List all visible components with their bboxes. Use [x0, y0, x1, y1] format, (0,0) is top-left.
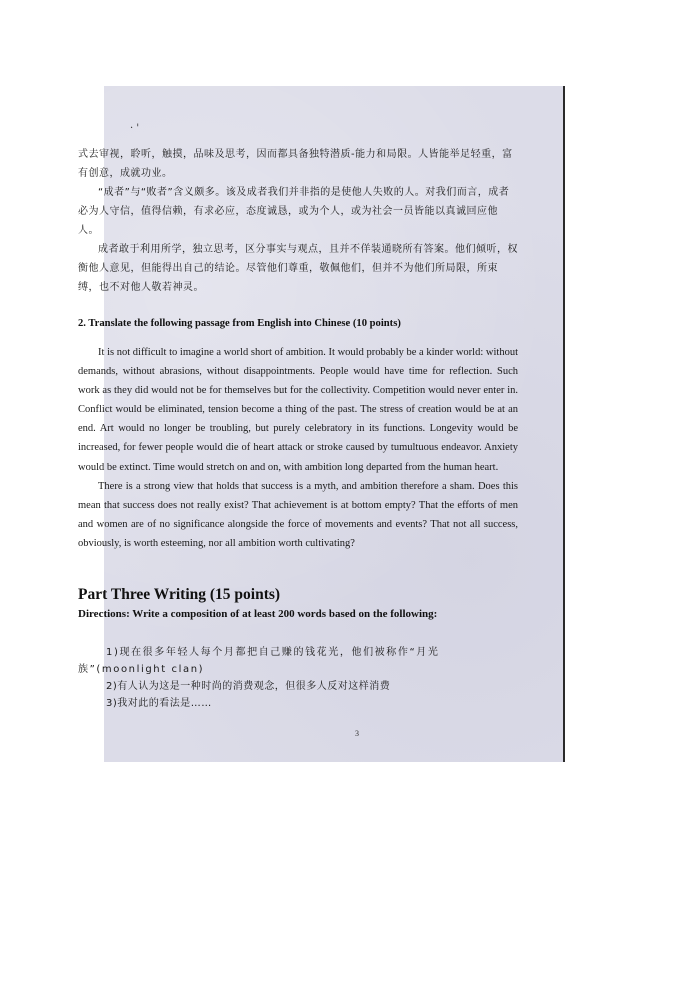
- en-paragraph-2: There is a strong view that holds that success is a myth, and ambition therefore a sham. Does this mean that success does not really exist? That achievement is at bottom empty? That the efforts of men and women are of no significance alongside the force of movements and events? That not all success, obviously, is worth esteeming, nor all ambition worth cultivating?: [78, 480, 518, 549]
- writing-prompts: [78, 644, 518, 712]
- page-number: 3: [355, 729, 359, 738]
- writing-directions: Directions: Write a composition of at least 200 words based on the following:: [78, 608, 438, 620]
- english-passage: [78, 343, 518, 553]
- prompt-1: 1)现在很多年轻人每个月都把自己赚的钱花光，他们被称作“月光族”(moonlight clan): [78, 647, 440, 675]
- prompt-2: 2)有人认为这是一种时尚的消费观念，但很多人反对这样消费: [106, 681, 391, 692]
- section-2-heading: 2. Translate the following passage from English into Chinese (10 points): [78, 318, 401, 329]
- cn-paragraph-3: 成者敢于利用所学，独立思考，区分事实与观点，且并不佯装通晓所有答案。他们倾听，权衡他人意见，但能得出自己的结论。尽管他们尊重，敬佩他们，但并不为他们所局限，所束缚，也不对他人敬若神灵。: [78, 244, 518, 293]
- cn-paragraph-1: 式去审视，聆听，触摸，品味及思考，因而都具备独特潜质-能力和局限。人皆能举足轻重，富有创意，成就功业。: [78, 149, 513, 179]
- chinese-translation-block: [78, 145, 518, 297]
- cn-paragraph-2: “成者”与“败者”含义颇多。该及成者我们并非指的是使他人失败的人。对我们而言，成者必为人守信，值得信赖，有求必应，态度诚恳，或为个人，或为社会一员皆能以真诚回应他人。: [78, 187, 510, 236]
- prompt-3: 3)我对此的看法是……: [106, 698, 212, 709]
- scan-specks: · ': [130, 123, 140, 134]
- part-three-title: Part Three Writing (15 points): [78, 586, 281, 603]
- en-paragraph-1: It is not difficult to imagine a world short of ambition. It would probably be a kinder world: without demands, without abrasions, without disappointments. People would have time for reflection. Such work as they did would not be for themselves but for the collectivity. Competition would never enter in. Conflict would be eliminated, tension become a thing of the past. The stress of creation would be at an end. Art would no longer be troubling, but purely celebratory in its functions. Longevity would be increased, for fewer people would die of heart attack or stroke caused by tumultuous endeavor. Anxiety would be extinct. Time would stretch on and on, with ambition long departed from the human heart.: [78, 347, 518, 473]
